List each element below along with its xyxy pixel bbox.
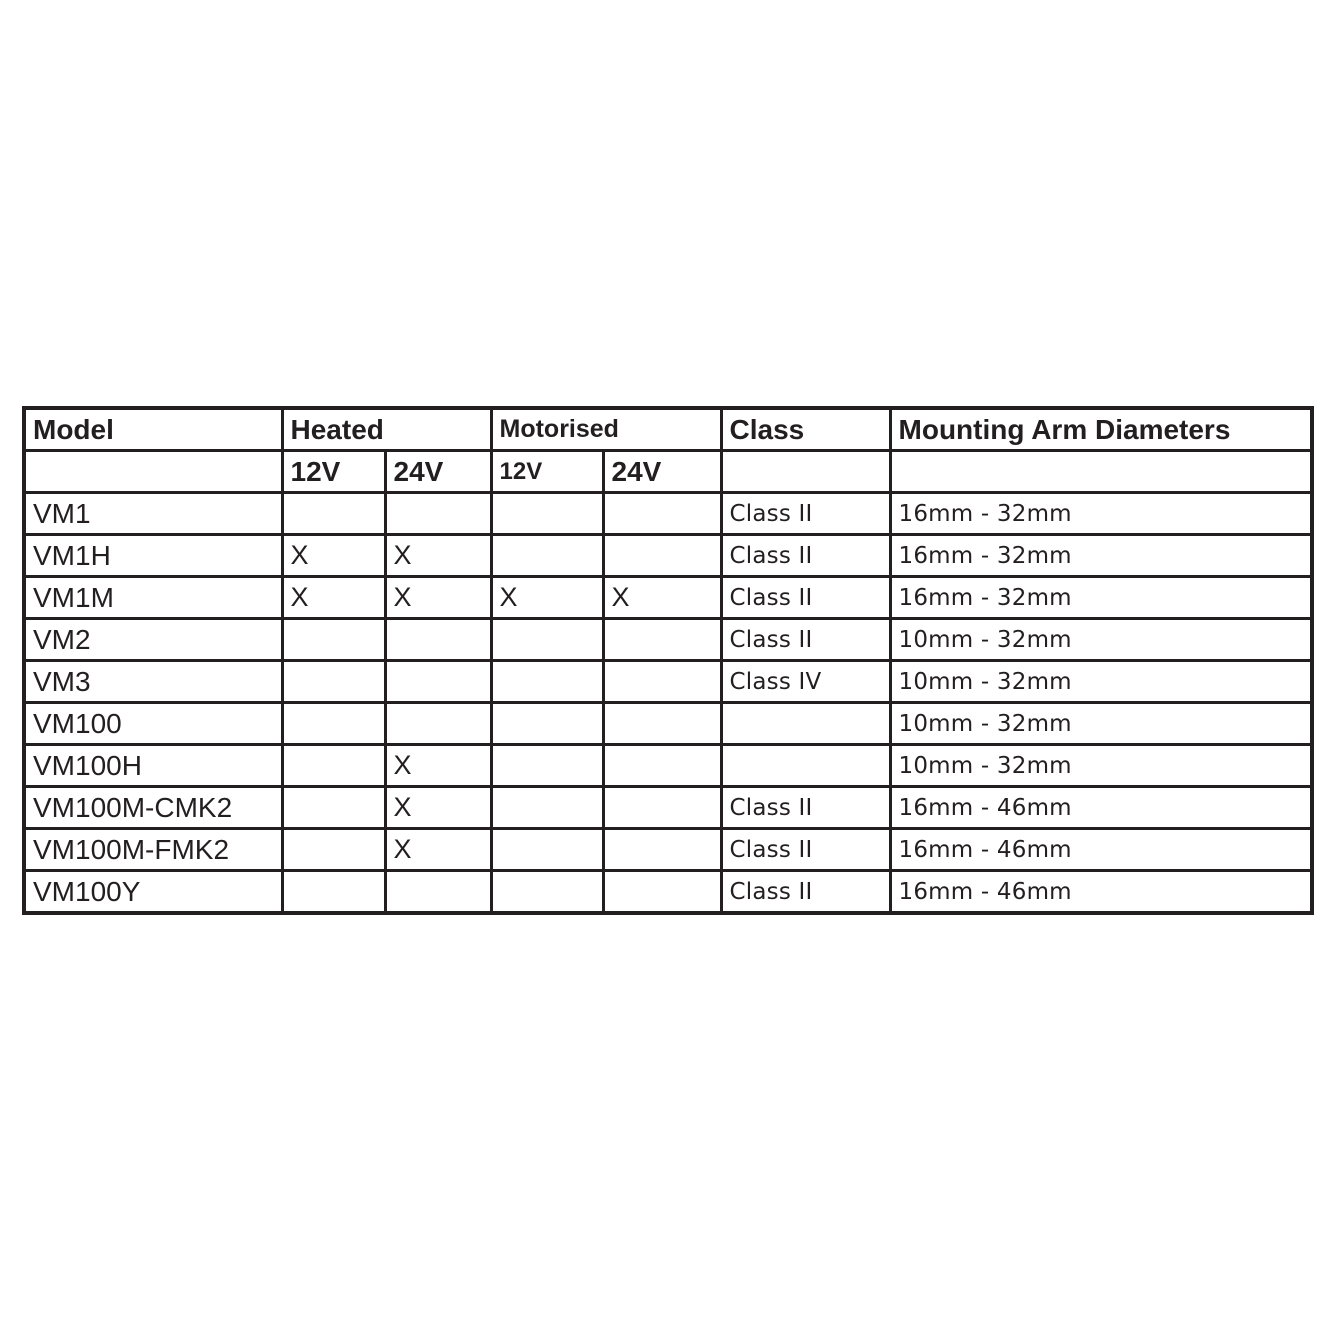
heated-12v-cell (282, 871, 385, 914)
table-row (24, 829, 1312, 871)
motorised-12v-cell (491, 661, 603, 703)
diameters-cell: 10mm - 32mm (890, 703, 1312, 745)
motorised-24v-cell (603, 703, 721, 745)
heated-24v-cell: X (385, 829, 491, 871)
subheader-empty-cell (721, 451, 890, 493)
table-row (24, 577, 1312, 619)
diameters-cell: 16mm - 46mm (890, 787, 1312, 829)
model-cell: VM1H (24, 535, 282, 577)
class-cell: Class II (721, 493, 890, 535)
heated-24v-header: 24V (385, 451, 491, 493)
class-cell: Class II (721, 829, 890, 871)
header-row (24, 408, 1312, 451)
motorised-12v-cell (491, 829, 603, 871)
table-row (24, 661, 1312, 703)
class-header: Class (721, 408, 890, 451)
diameters-cell: 16mm - 46mm (890, 871, 1312, 914)
motorised-12v-cell (491, 745, 603, 787)
model-cell: VM1M (24, 577, 282, 619)
motorised-12v-cell (491, 703, 603, 745)
model-cell: VM100M-CMK2 (24, 787, 282, 829)
heated-24v-cell (385, 493, 491, 535)
heated-12v-cell (282, 619, 385, 661)
heated-24v-cell (385, 703, 491, 745)
heated-12v-cell (282, 661, 385, 703)
diameters-cell: 16mm - 32mm (890, 535, 1312, 577)
model-cell: VM1 (24, 493, 282, 535)
motorised-header: Motorised (491, 408, 721, 451)
heated-24v-cell: X (385, 787, 491, 829)
heated-24v-cell (385, 871, 491, 914)
heated-24v-cell: X (385, 577, 491, 619)
heated-12v-cell (282, 493, 385, 535)
class-cell (721, 745, 890, 787)
diameters-header: Mounting Arm Diameters (890, 408, 1312, 451)
subheader-row (24, 451, 1312, 493)
diameters-cell: 16mm - 32mm (890, 493, 1312, 535)
motorised-24v-cell (603, 871, 721, 914)
model-cell: VM3 (24, 661, 282, 703)
table-row (24, 787, 1312, 829)
diameters-cell: 10mm - 32mm (890, 661, 1312, 703)
heated-12v-cell (282, 745, 385, 787)
motorised-24v-cell (603, 493, 721, 535)
table-row (24, 493, 1312, 535)
diameters-cell: 16mm - 46mm (890, 829, 1312, 871)
heated-12v-cell (282, 703, 385, 745)
model-cell: VM100H (24, 745, 282, 787)
table-row (24, 871, 1312, 914)
heated-24v-cell: X (385, 535, 491, 577)
heated-header: Heated (282, 408, 491, 451)
diameters-cell: 10mm - 32mm (890, 619, 1312, 661)
motorised-24v-cell (603, 619, 721, 661)
table-body (24, 493, 1312, 914)
motorised-12v-header: 12V (491, 451, 603, 493)
motorised-12v-cell (491, 535, 603, 577)
model-cell: VM100 (24, 703, 282, 745)
diameters-cell: 10mm - 32mm (890, 745, 1312, 787)
model-header: Model (24, 408, 282, 451)
motorised-12v-cell (491, 619, 603, 661)
spec-table (22, 406, 1314, 915)
motorised-24v-cell (603, 829, 721, 871)
table-row (24, 535, 1312, 577)
table-row (24, 619, 1312, 661)
motorised-12v-cell: X (491, 577, 603, 619)
motorised-24v-cell (603, 535, 721, 577)
motorised-12v-cell (491, 871, 603, 914)
class-cell: Class II (721, 871, 890, 914)
diameters-cell: 16mm - 32mm (890, 577, 1312, 619)
heated-12v-cell (282, 787, 385, 829)
class-cell (721, 703, 890, 745)
heated-12v-cell: X (282, 535, 385, 577)
table-row (24, 703, 1312, 745)
heated-24v-cell (385, 661, 491, 703)
model-cell: VM100Y (24, 871, 282, 914)
model-cell: VM2 (24, 619, 282, 661)
heated-12v-cell (282, 829, 385, 871)
motorised-24v-header: 24V (603, 451, 721, 493)
class-cell: Class II (721, 535, 890, 577)
motorised-24v-cell: X (603, 577, 721, 619)
motorised-12v-cell (491, 493, 603, 535)
model-cell: VM100M-FMK2 (24, 829, 282, 871)
motorised-24v-cell (603, 661, 721, 703)
class-cell: Class II (721, 577, 890, 619)
heated-24v-cell (385, 619, 491, 661)
class-cell: Class II (721, 787, 890, 829)
subheader-empty-cell (24, 451, 282, 493)
class-cell: Class II (721, 619, 890, 661)
class-cell: Class IV (721, 661, 890, 703)
heated-24v-cell: X (385, 745, 491, 787)
motorised-24v-cell (603, 787, 721, 829)
heated-12v-cell: X (282, 577, 385, 619)
heated-12v-header: 12V (282, 451, 385, 493)
subheader-empty-cell (890, 451, 1312, 493)
table-row (24, 745, 1312, 787)
motorised-24v-cell (603, 745, 721, 787)
motorised-12v-cell (491, 787, 603, 829)
